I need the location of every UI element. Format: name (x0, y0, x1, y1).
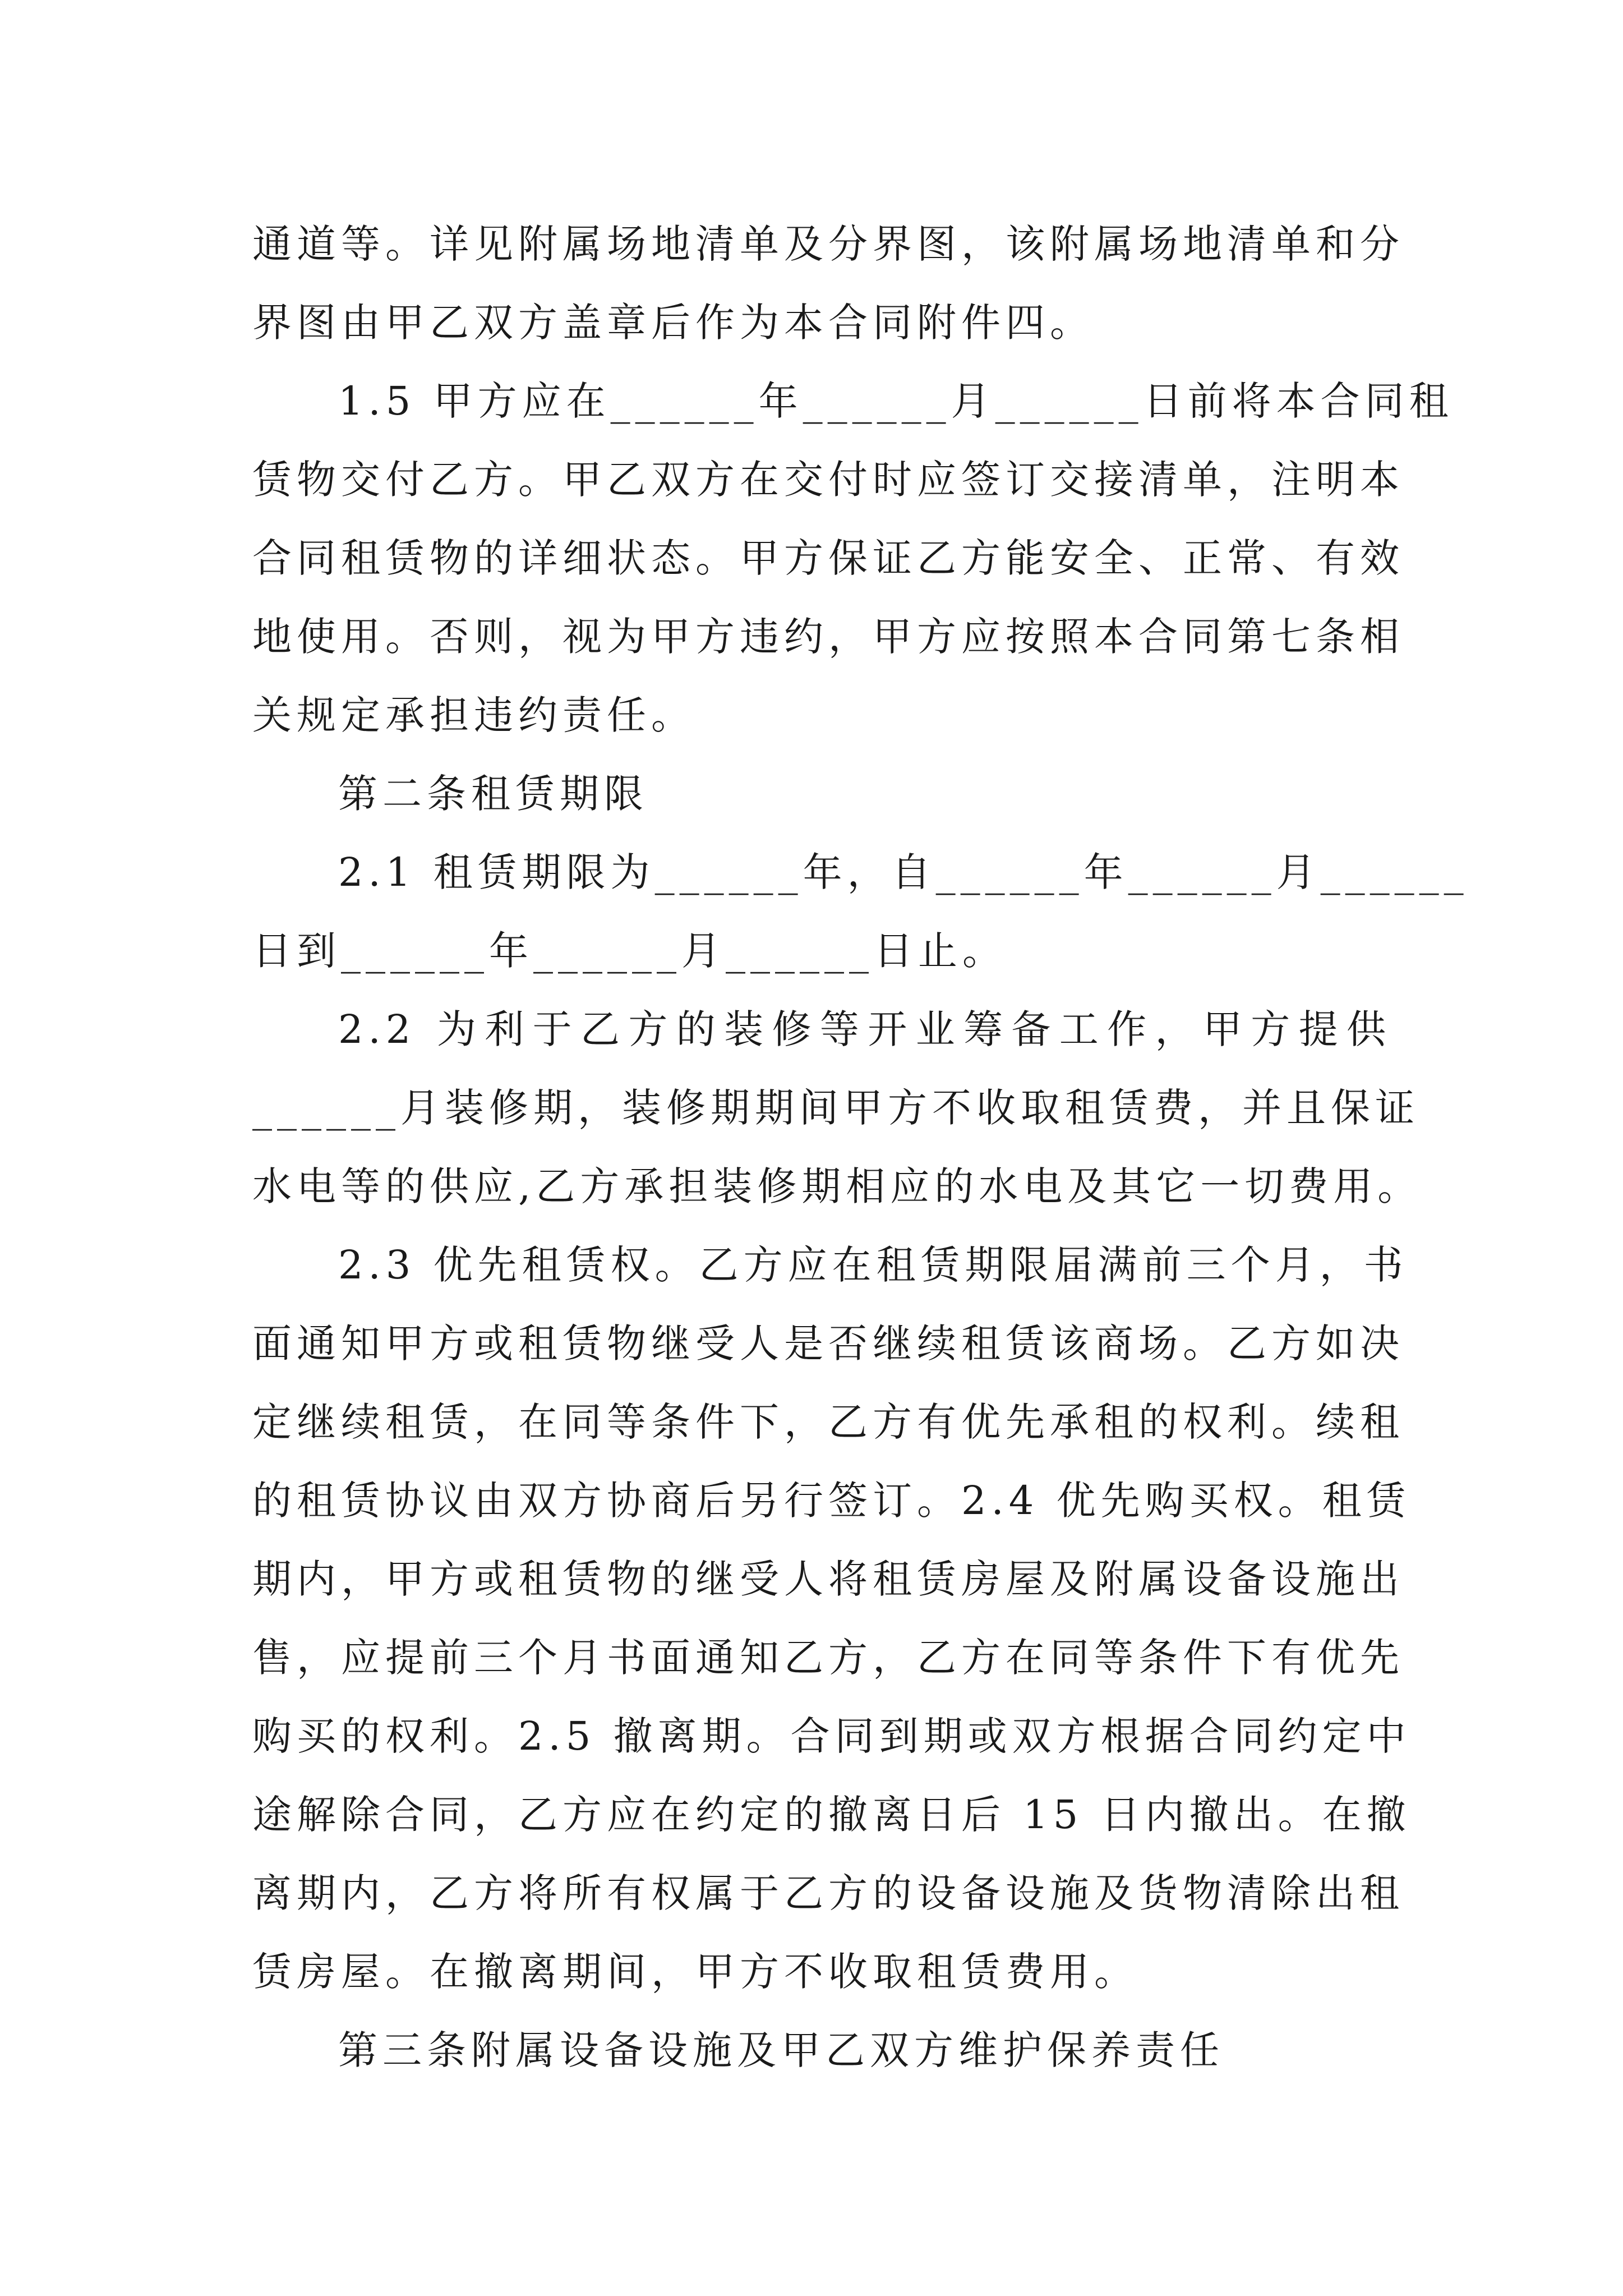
paragraph-line: 水电等的供应,乙方承担装修期相应的水电及其它一切费用。 (252, 1163, 1422, 1209)
paragraph-line: ______月装修期，装修期期间甲方不收取租赁费，并且保证 (252, 1085, 1419, 1131)
paragraph-line: 售，应提前三个月书面通知乙方，乙方在同等条件下有优先 (252, 1635, 1404, 1681)
paragraph-line: 地使用。否则，视为甲方违约，甲方应按照本合同第七条相 (252, 614, 1404, 660)
paragraph-line: 赁物交付乙方。甲乙双方在交付时应签订交接清单，注明本 (252, 457, 1404, 503)
paragraph-line: 2.3 优先租赁权。乙方应在租赁期限届满前三个月，书 (338, 1242, 1408, 1288)
paragraph-line: 途解除合同，乙方应在约定的撤离日后 15 日内撤出。在撤 (252, 1792, 1411, 1838)
paragraph-line: 日到______年______月______日止。 (252, 928, 1007, 974)
paragraph-line: 赁房屋。在撤离期间，甲方不收取租赁费用。 (252, 1949, 1138, 1995)
section-heading: 第三条附属设备设施及甲乙双方维护保养责任 (338, 2027, 1224, 2073)
paragraph-line: 界图由甲乙双方盖章后作为本合同附件四。 (252, 300, 1094, 346)
paragraph-line: 的租赁协议由双方协商后另行签订。2.4 优先购买权。租赁 (252, 1478, 1411, 1524)
paragraph-line: 1.5 甲方应在______年______月______日前将本合同租 (338, 378, 1454, 424)
paragraph-line: 关规定承担违约责任。 (252, 692, 695, 738)
paragraph-line: 通道等。详见附属场地清单及分界图，该附属场地清单和分 (252, 221, 1404, 267)
paragraph-line: 定继续租赁，在同等条件下，乙方有优先承租的权利。续租 (252, 1399, 1404, 1445)
section-heading: 第二条租赁期限 (338, 771, 648, 817)
paragraph-line: 期内，甲方或租赁物的继受人将租赁房屋及附属设备设施出 (252, 1556, 1404, 1602)
paragraph-line: 购买的权利。2.5 撤离期。合同到期或双方根据合同约定中 (252, 1713, 1411, 1759)
paragraph-line: 2.2 为利于乙方的装修等开业筹备工作，甲方提供 (338, 1006, 1391, 1052)
paragraph-line: 离期内，乙方将所有权属于乙方的设备设施及货物清除出租 (252, 1870, 1404, 1916)
paragraph-line: 面通知甲方或租赁物继受人是否继续租赁该商场。乙方如决 (252, 1320, 1404, 1366)
paragraph-line: 2.1 租赁期限为______年，自______年______月______ (338, 849, 1469, 895)
paragraph-line: 合同租赁物的详细状态。甲方保证乙方能安全、正常、有效 (252, 535, 1404, 581)
